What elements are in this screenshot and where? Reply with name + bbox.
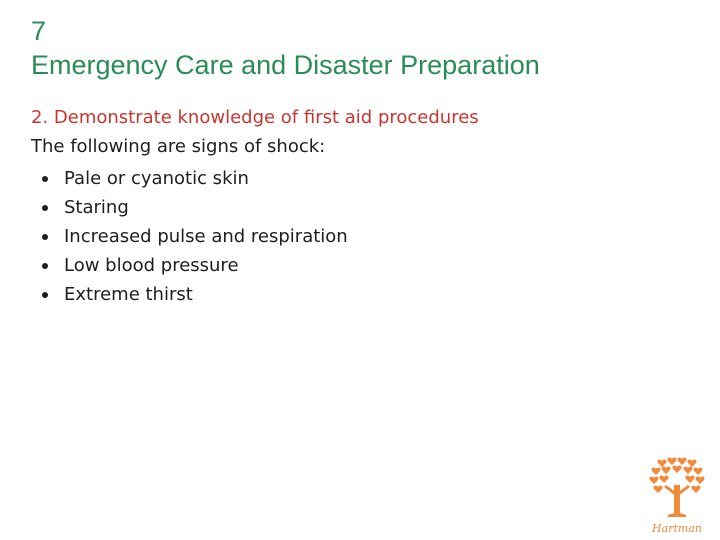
bullet-text: Low blood pressure [64,255,239,276]
bullet-text: Extreme thirst [64,284,193,305]
tree-hearts-icon [640,455,714,537]
bullet-list [40,164,348,309]
bullet-icon [42,205,48,211]
bullet-icon [42,176,48,182]
bullet-text: Increased pulse and respiration [64,226,348,247]
bullet-text: Pale or cyanotic skin [64,168,249,189]
chapter-number: 7 [31,16,47,46]
bullet-item [40,193,348,222]
intro-text: The following are signs of shock: [31,136,326,157]
chapter-title: Emergency Care and Disaster Preparation [31,50,540,80]
bullet-item [40,251,348,280]
bullet-item [40,280,348,309]
hartman-logo [640,455,714,537]
bullet-text: Staring [64,197,129,218]
bullet-item [40,222,348,251]
svg-text:Hartman: Hartman [652,522,702,535]
bullet-item [40,164,348,193]
bullet-icon [42,292,48,298]
bullet-icon [42,263,48,269]
learning-objective: 2. Demonstrate knowledge of first aid procedures [31,107,479,128]
bullet-icon [42,234,48,240]
slide-title [31,14,540,82]
